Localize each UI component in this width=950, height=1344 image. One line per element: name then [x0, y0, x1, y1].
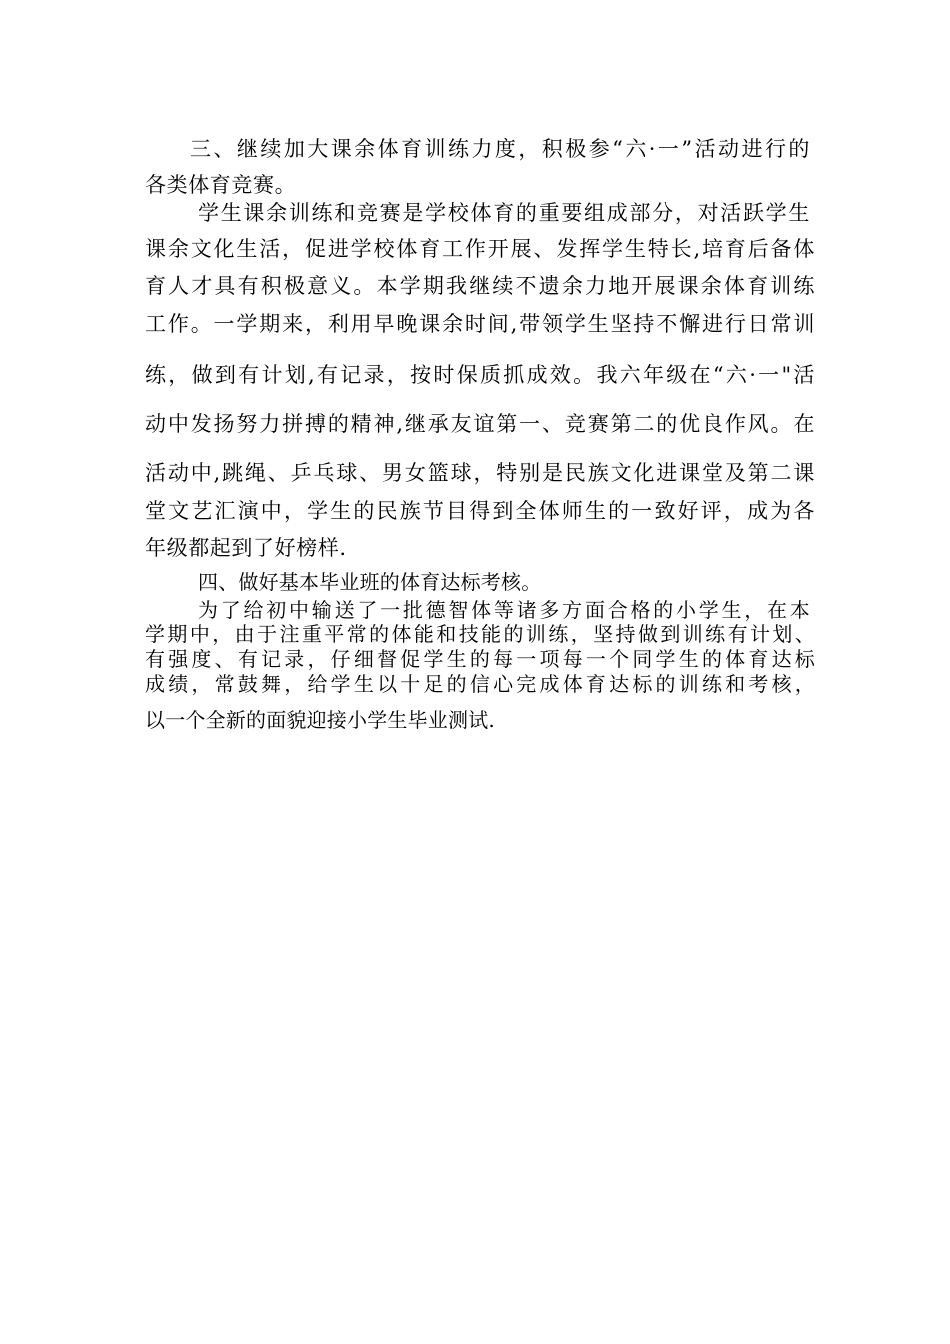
section3-body-line: 年级都起到了好榜样. [145, 536, 347, 560]
section4-body-line: 成绩，常鼓舞，给学生以十足的信心完成体育达标的训练和考核， [145, 672, 815, 696]
section3-heading-line2: 各类体育竞赛。 [145, 173, 297, 197]
section3-body-line: 练，做到有计划,有记录，按时保质抓成效。我六年级在“六·一"活 [145, 363, 815, 387]
section4-body-line: 学期中，由于注重平常的体能和技能的训练，坚持做到训练有计划、 [145, 622, 815, 646]
section3-heading-line1: 三、继续加大课余体育训练力度，积极参“六·一”活动进行的 [190, 137, 810, 161]
section4-body-line: 为了给初中输送了一批德智体等诸多方面合格的小学生，在本 [198, 598, 810, 622]
section4-body-line: 有强度、有记录，仔细督促学生的每一项每一个同学生的体育达标 [145, 647, 815, 671]
section3-body-line: 课余文化生活，促进学校体育工作开展、发挥学生特长,培育后备体 [145, 237, 815, 261]
section3-body-line: 动中发扬努力拼搏的精神,继承友谊第一、竞赛第二的优良作风。在 [145, 412, 815, 436]
section3-body-line: 育人才具有积极意义。本学期我继续不遗余力地开展课余体育训练 [145, 274, 815, 298]
section3-body-line: 活动中,跳绳、乒乓球、男女篮球，特别是民族文化进课堂及第二课 [145, 461, 815, 485]
section3-body-line: 学生课余训练和竞赛是学校体育的重要组成部分，对活跃学生 [198, 201, 810, 225]
section3-body-line: 堂文艺汇演中，学生的民族节目得到全体师生的一致好评，成为各 [145, 499, 815, 523]
section4-body-line: 以一个全新的面貌迎接小学生毕业测试. [145, 708, 495, 732]
section3-body-line: 工作。一学期来，利用早晚课余时间,带领学生坚持不懈进行日常训 [145, 312, 815, 336]
section4-heading: 四、做好基本毕业班的体育达标考核。 [198, 570, 542, 594]
